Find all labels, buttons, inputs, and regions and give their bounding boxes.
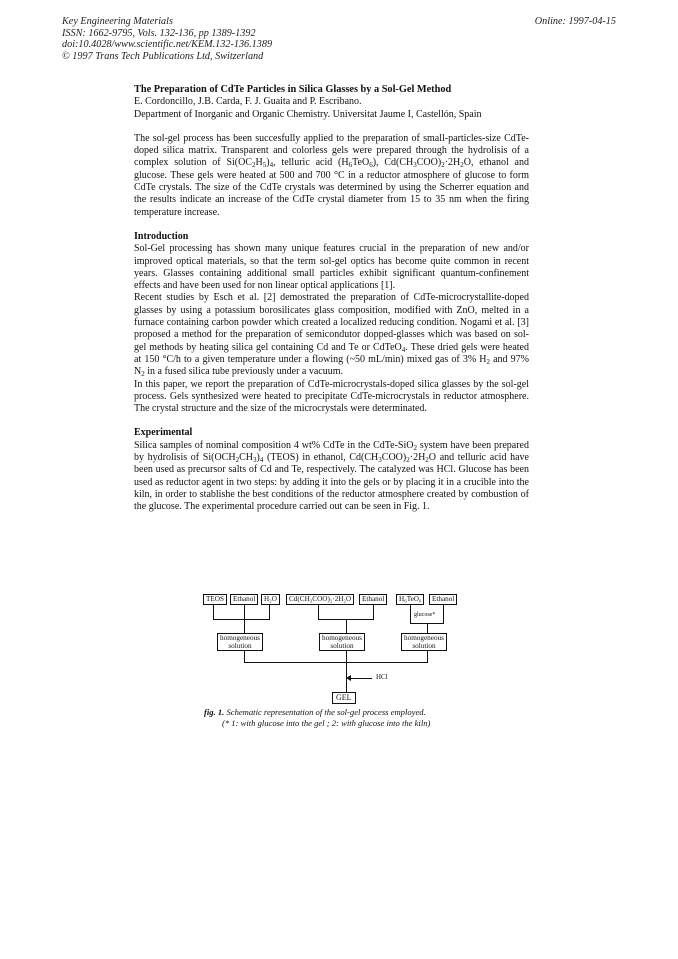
arrow-head-icon: [346, 675, 351, 681]
experimental-heading: Experimental: [134, 427, 193, 439]
copyright-line: © 1997 Trans Tech Publications Ltd, Switzerland: [62, 50, 264, 62]
cd-salt-box: Cd(CH₃COO)₂·2H₂O: [286, 594, 354, 605]
telluric-acid-box: H₆TeO₆: [396, 594, 424, 605]
ethanol-box-2: Ethanol: [359, 594, 387, 605]
journal-header: [62, 16, 272, 62]
abstract: The sol-gel process has been succesfully applied to the preparation of small-particles-size CdTe-doped silica matrix. Transparent and colorless gels were prepared through the hydrolisis of a complex solution of $Si(OC_2H_5)_4$, telluric acid $(H_6TeO_6)$, $Cd(CH_3COO)_2\cdot 2H_2O$, ethanol and glucose. These gels were heated at 500 and 700 °C in a reductor atmosphere of glucose to form CdTe crystals. The size of the CdTe crystals was determined by using the Scherrer equation and the results indicate an increase of the CdTe crystal diameter from 15 to 35 nm when the firing temperature increase.: [134, 132, 529, 218]
ethanol-box-1: Ethanol: [230, 594, 258, 605]
article-affiliation: Department of Inorganic and Organic Chemistry. Universitat Jaume I, Castellón, Spain: [134, 108, 482, 120]
water-box: H₂O: [261, 594, 280, 605]
issn-line: ISSN: 1662-9795, Vols. 132-136, pp 1389-1392: [62, 27, 256, 39]
doi-line: doi:10.4028/www.scientific.net/KEM.132-136.1389: [62, 39, 273, 51]
glucose-label: glucose*: [414, 612, 436, 618]
intro-paragraph-1: Sol-Gel processing has shown many unique features crucial in the preparation of new and/or improved optical materials, so that the term sol-gel optics has become quite common in recent years. Glasses containing additional small particles exhibit significant quantum-confinement effects and have been used for non linear optical applications [1].: [134, 243, 529, 292]
article-authors: E. Cordoncillo, J.B. Carda, F. J. Guaita and P. Escribano.: [134, 96, 362, 108]
homogeneous-solution-3: homogeneous solution: [401, 633, 447, 651]
gel-box: GEL: [332, 692, 356, 704]
experimental-paragraph: Silica samples of nominal composition 4 wt% CdTe in the CdTe-SiO$_2$ system have been prepared by hydrolisis of $Si(OCH_2CH_3)_4$ (TEOS) in ethanol, $Cd(CH_3COO)_2\cdot 2H_2O$ and telluric acid have been used as precursor salts of Cd and Te, respectively. The catalyzed was HCl. Glucose has been used as reductor agent in two steps: by adding it into the gels or by placing it in a crucible into the kiln, in order to stablishe the best conditions of the reductor atmosphere created by combustion of the glucose. The experimental procedure carried out can be seen in Fig. 1.: [134, 439, 529, 513]
introduction-heading: Introduction: [134, 230, 189, 242]
ethanol-box-3: Ethanol: [429, 594, 457, 605]
article-body: [134, 84, 529, 514]
homogeneous-solution-1: homogeneous solution: [217, 633, 263, 651]
journal-name: Key Engineering Materials: [62, 16, 173, 27]
caption-text: Schematic representation of the sol-gel process employed.: [226, 707, 426, 717]
hcl-label: HCl: [376, 673, 388, 681]
article-title: The Preparation of CdTe Particles in Silica Glasses by a Sol-Gel Method: [134, 84, 452, 95]
figure-caption: [204, 707, 430, 728]
online-date: Online: 1997-04-15: [534, 16, 616, 27]
intro-paragraph-3: In this paper, we report the preparation of CdTe-microcrystals-doped silica glasses by the sol-gel process. Gels synthesized were heated to precipitate CdTe-microcrystals in reductor atmosphere. The crystal structure and the size of the microcrystals were determinated.: [134, 378, 529, 415]
homogeneous-solution-2: homogeneous solution: [319, 633, 365, 651]
figure-label: fig. 1.: [204, 707, 225, 717]
intro-paragraph-2: Recent studies by Esch et al. [2] demostrated the preparation of CdTe-microcrystallite-doped glasses by using a potassium borosilicates glass composition, modified with ZnO, melted in a furnace containing carbon powder which created a localized reducing condition. Nogami et al. [3] proposed a method for the preparation of semicondutor dopped-glasses which was based on sol-gel methods by heating silica gel containing Cd and Te or CdTeO$_4$. These dried gels were heated at 150 °C/h to a given temperature under a flowing (~50 mL/min) mixed gas of 3% $H_2$ and 97% $N_2$ in a fused silica tube previously under a vacuum.: [134, 292, 529, 379]
teos-box: TEOS: [203, 594, 227, 605]
process-flow-diagram: [200, 592, 464, 708]
caption-note: (* 1: with glucose into the gel ; 2: with glucose into the kiln): [222, 717, 431, 728]
